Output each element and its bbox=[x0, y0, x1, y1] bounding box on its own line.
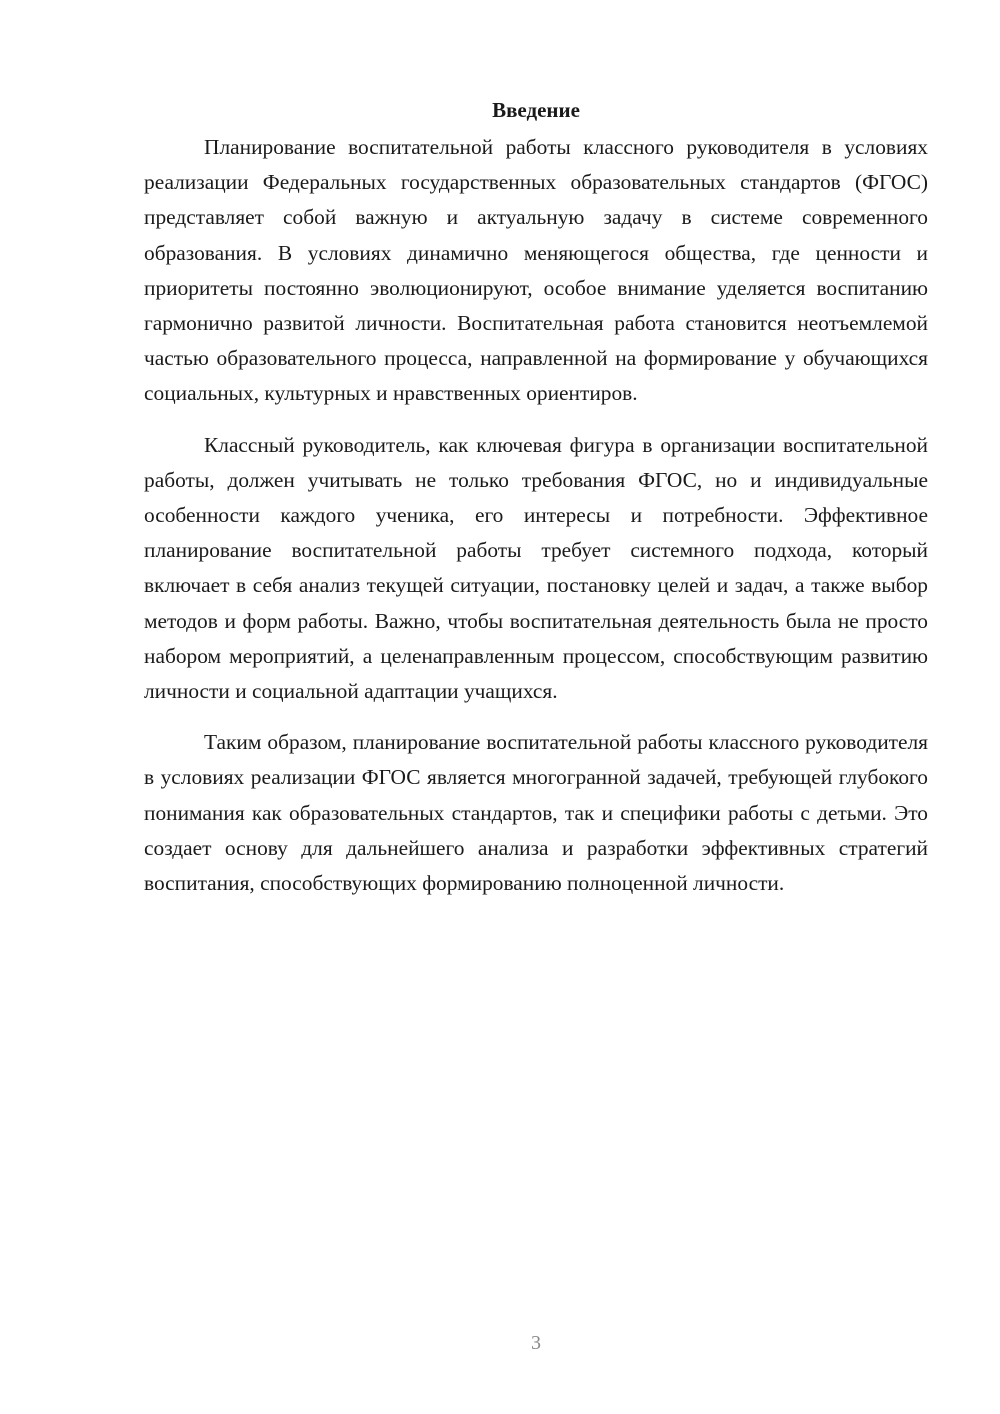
paragraph-3: Таким образом, планирование воспитательной работы классного руководителя в условиях реализации ФГОС является многогранной задачей, требующей глубокого понимания как образовательных стандартов, так и специфики работы с детьми. Это создает основу для дальнейшего анализа и разработки эффективных стратегий воспитания, способствующих формированию полноценной личности. bbox=[144, 730, 928, 896]
paragraph-1: Планирование воспитательной работы классного руководителя в условиях реализации Федеральных государственных образовательных стандартов (ФГОС) представляет собой важную и актуальную задачу в системе современного образования. В условиях динамично меняющегося общества, где ценности и приоритеты постоянно эволюционируют, особое внимание уделяется воспитанию гармонично развитой личности. Воспитательная работа становится неотъемлемой частью образовательного процесса, направленной на формирование у обучающихся социальных, культурных и нравственных ориентиров. bbox=[144, 135, 928, 406]
page-number: 3 bbox=[531, 1332, 541, 1354]
page-content bbox=[144, 92, 928, 917]
section-heading: Введение bbox=[492, 98, 580, 122]
paragraph-2: Классный руководитель, как ключевая фигура в организации воспитательной работы, должен учитывать не только требования ФГОС, но и индивидуальные особенности каждого ученика, его интересы и потребности. Эффективное планирование воспитательной работы требует системного подхода, который включает в себя анализ текущей ситуации, постановку целей и задач, а также выбор методов и форм работы. Важно, чтобы воспитательная деятельность была не просто набором мероприятий, а целенаправленным процессом, способствующим развитию личности и социальной адаптации учащихся. bbox=[144, 432, 928, 704]
